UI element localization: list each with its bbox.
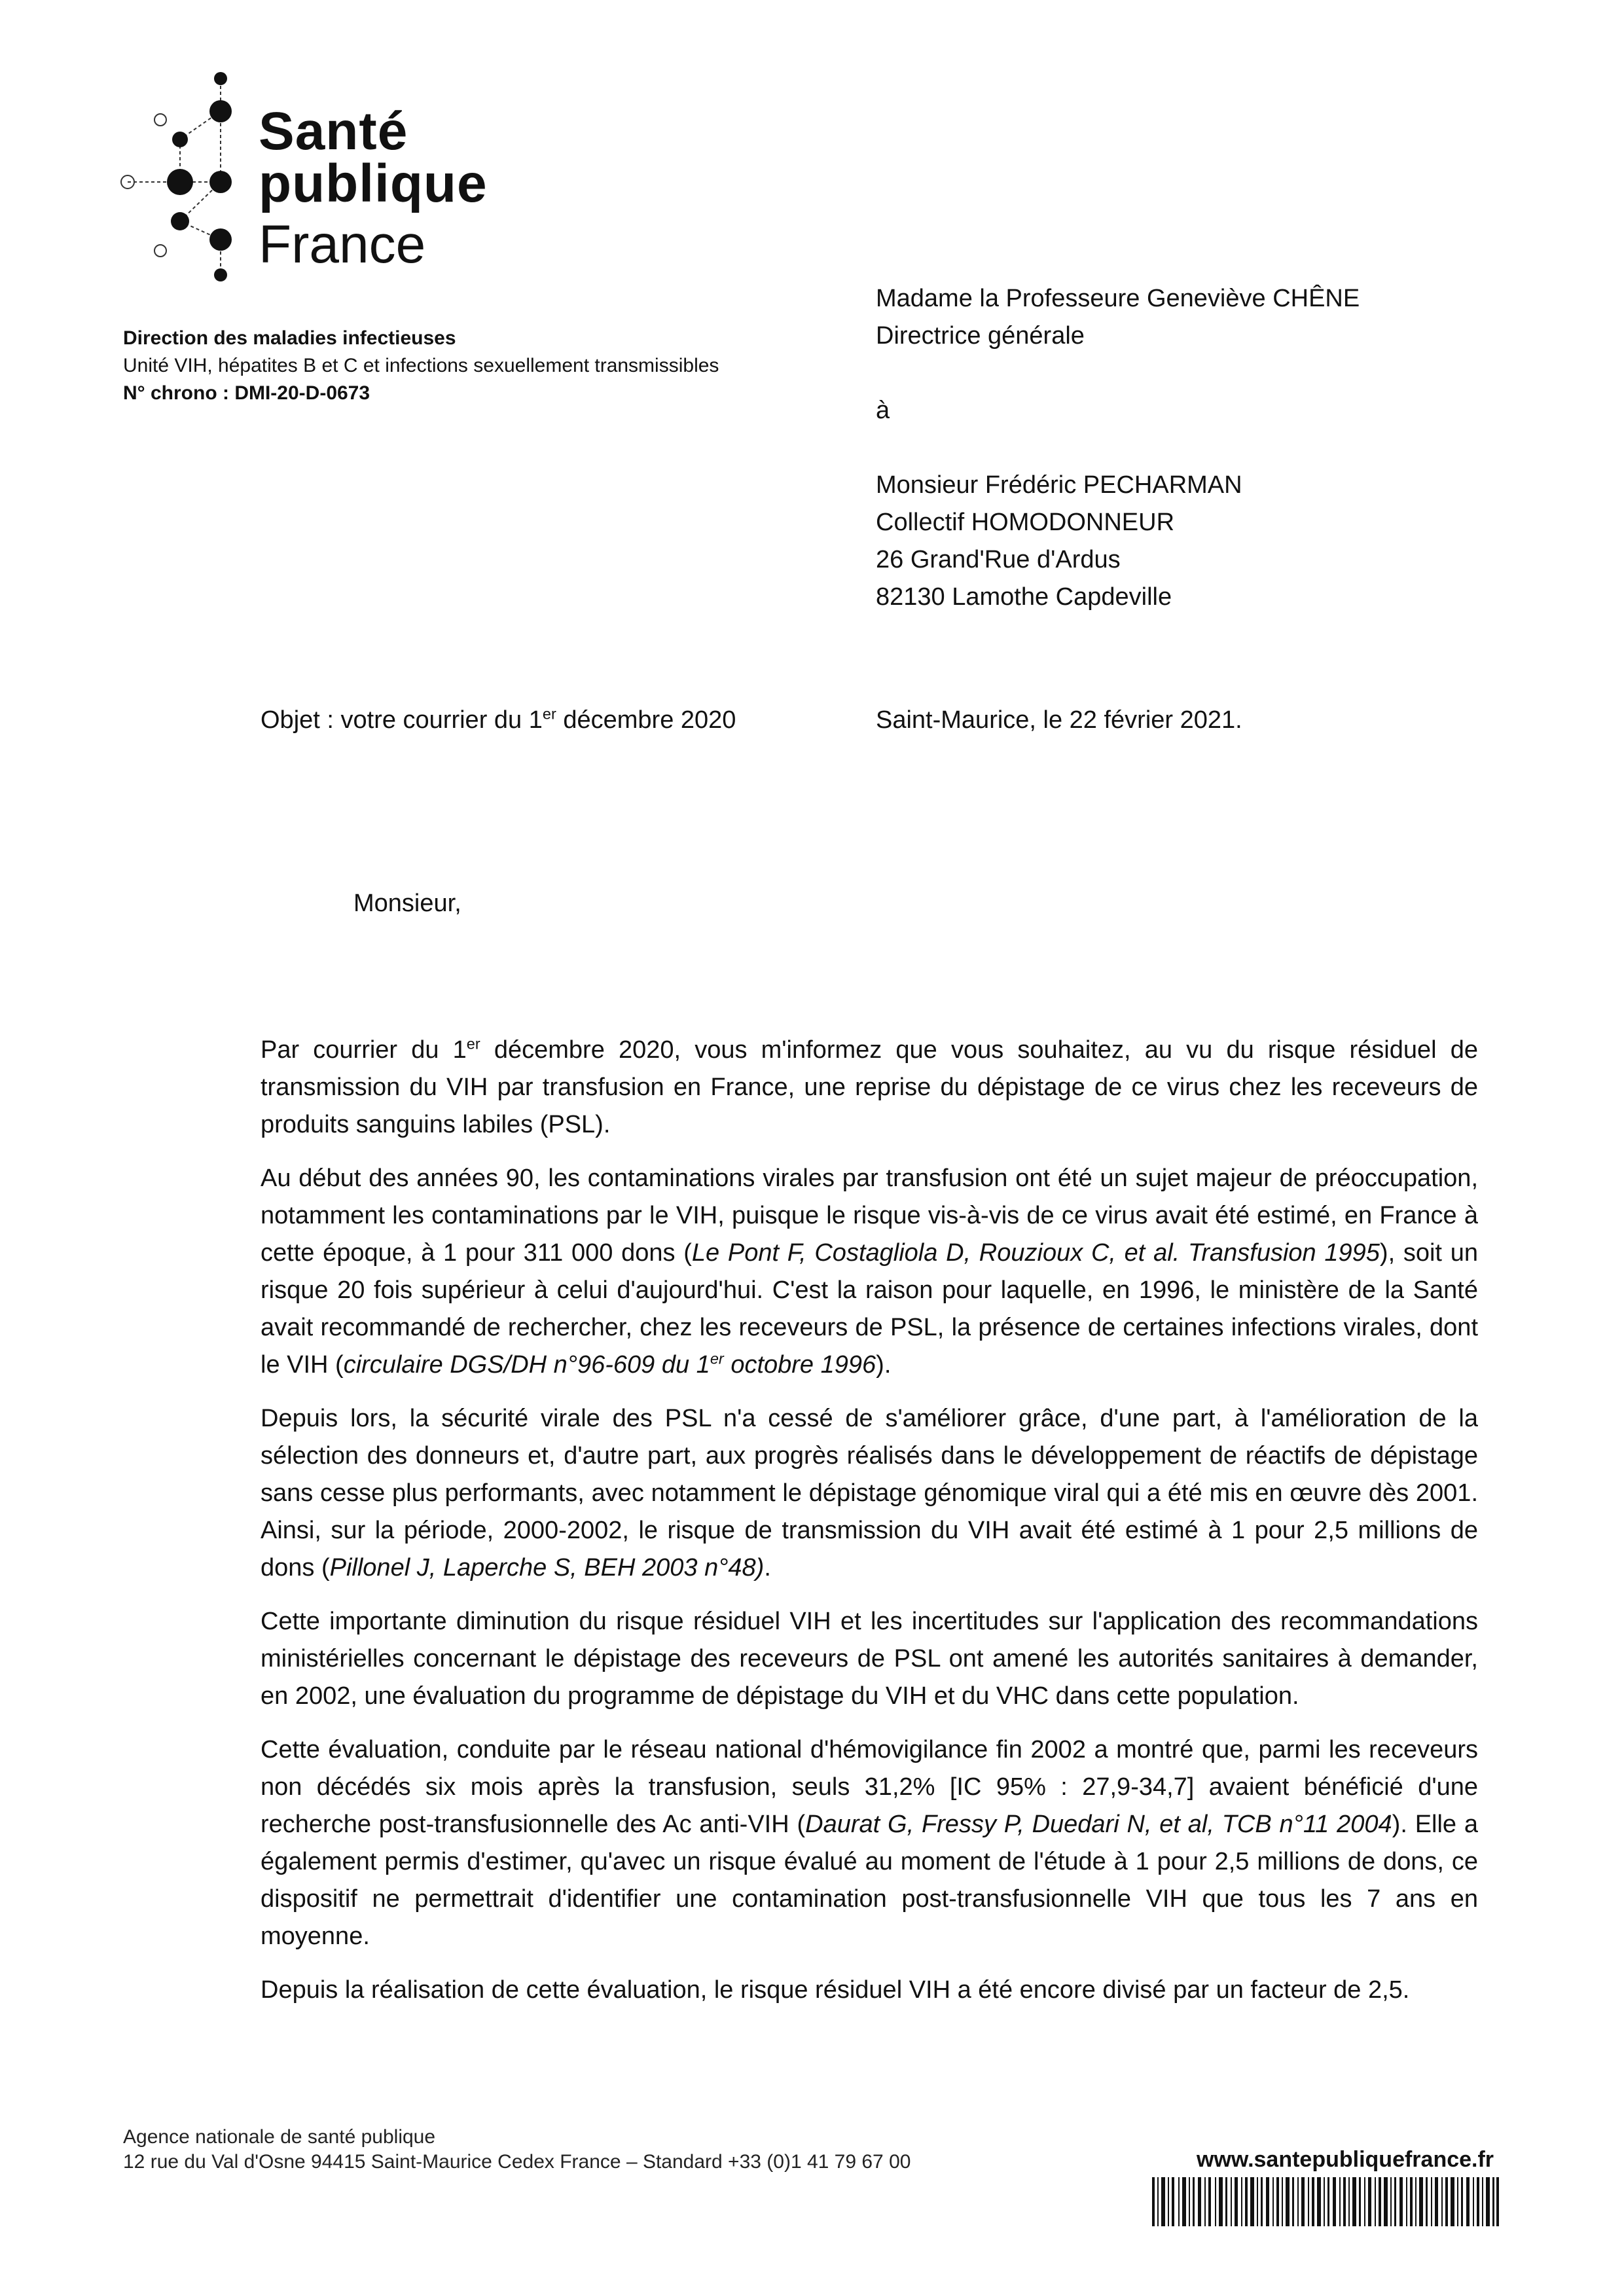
salutation: Monsieur, [353,890,461,917]
sender-direction: Direction des maladies infectieuses [123,327,456,349]
footer-address: 12 rue du Val d'Osne 94415 Saint-Maurice Cedex France – Standard +33 (0)1 41 79 67 00 [123,2151,911,2173]
subject-prefix: Objet : votre courrier du 1 [261,706,543,734]
paragraph-1 [261,1032,1478,1144]
address-block [876,280,1530,616]
p1-text-a: Par courrier du 1 [261,1036,467,1064]
paragraph-5 [261,1731,1478,1955]
recipient-name: Monsieur Frédéric PECHARMAN [876,471,1242,499]
barcode [1152,2177,1499,2226]
santepubliquefrance-logo [108,71,501,287]
p2-ref2-sup: er [710,1350,724,1367]
p2-text-b: ), soit un risque 20 fois supérieur à celui d'aujourd'hui. C'est la raison pour laquelle, en 1996, le ministère de la Santé avait recommandé de rechercher, chez les receveurs de PSL, la présence de certaines infections virales, dont le VIH ( [261,1239,1478,1379]
p5-reference: Daurat G, Fressy P, Duedari N, et al, TCB n°11 2004 [805,1811,1392,1838]
p1-text-b: décembre 2020, vous m'informez que vous souhaitez, au vu du risque résiduel de transmission du VIH par transfusion en France, une reprise du dépistage de ce virus chez les receveurs de produits sanguins labiles (PSL). [261,1036,1478,1138]
p2-ref2-text: circulaire DGS/DH n°96-609 du 1 [343,1351,710,1379]
p3-text-a: Depuis lors, la sécurité virale des PSL n'a cessé de s'améliorer grâce, d'une part, à l'amélioration de la sélection des donneurs et, d'autre part, aux progrès réalisés dans le développement de réactifs de dépistage sans cesse plus performants, avec notamment le dépistage génomique viral qui a été mis en œuvre dès 2001. Ainsi, sur la période, 2000-2002, le risque de transmission du VIH avait été estimé à 1 pour 2,5 millions de dons ( [261,1405,1478,1581]
paragraph-4: Cette importante diminution du risque résiduel VIH et les incertitudes sur l'application des recommandations ministérielles concernant le dépistage des receveurs de PSL ont amené les autorités sanitaires à demander, en 2002, une évaluation du programme de dépistage du VIH et du VHC dans cette population. [261,1608,1478,1710]
footer-website-link[interactable]: www.santepubliquefrance.fr [1197,2147,1494,2172]
from-name: Madame la Professeure Geneviève CHÊNE [876,285,1360,312]
p2-reference-2 [344,1351,876,1379]
logo-line-2: publique [259,154,488,213]
p2-ref2-end: octobre 1996 [723,1351,876,1379]
logo-line-1: Santé [259,101,408,161]
p2-text-c: ). [876,1351,892,1379]
barcode-icon [1152,2177,1499,2226]
recipient-city: 82130 Lamothe Capdeville [876,583,1172,611]
p3-text-b: . [764,1554,771,1581]
paragraph-3 [261,1400,1478,1587]
letter-body [261,1032,1478,2025]
recipient-street: 26 Grand'Rue d'Ardus [876,546,1121,573]
sender-chrono: N° chrono : DMI-20-D-0673 [123,382,370,404]
p3-reference: Pillonel J, Laperche S, BEH 2003 n°48) [329,1554,765,1581]
to-word: à [876,397,890,424]
paragraph-2 [261,1160,1478,1384]
recipient-org: Collectif HOMODONNEUR [876,509,1175,536]
from-title: Directrice générale [876,322,1085,350]
footer-agency: Agence nationale de santé publique [123,2126,436,2148]
molecule-logo-icon [108,71,265,287]
letter-date: Saint-Maurice, le 22 février 2021. [876,706,1242,734]
footer-organisation [123,2125,911,2175]
p2-reference-1: Le Pont F, Costagliola D, Rouzioux C, et al. Transfusion 1995 [691,1239,1380,1267]
p5-text-b: ). Elle a également permis d'estimer, qu'avec un risque évalué au moment de l'étude à 1 pour 2,5 millions de dons, ce dispositif ne permettrait d'identifier une contamination post-transfusionnelle VIH que tous les 7 ans en moyenne. [261,1811,1479,1950]
p1-sup: er [466,1035,480,1053]
subject-suffix: décembre 2020 [556,706,736,734]
logo-line-3: France [259,215,426,274]
p5-text-a: Cette évaluation, conduite par le réseau national d'hémovigilance fin 2002 a montré que, parmi les receveurs non décédés six mois après la transfusion, seuls 31,2% [IC 95% : 27,9-34,7] avaient bénéficié d'une recherche post-transfusionnelle des Ac anti-VIH ( [261,1736,1478,1838]
sender-block [123,325,843,407]
paragraph-6: Depuis la réalisation de cette évaluation, le risque résiduel VIH a été encore divisé par un facteur de 2,5. [261,1976,1410,2004]
subject-sup: er [542,705,556,723]
sender-unit: Unité VIH, hépatites B et C et infections sexuellement transmissibles [123,355,719,376]
subject-line [261,704,736,736]
p2-text-a: Au début des années 90, les contaminations virales par transfusion ont été un sujet majeur de préoccupation, notamment les contaminations par le VIH, puisque le risque vis-à-vis de ce virus avait été estimé, en France à cette époque, à 1 pour 311 000 dons ( [261,1165,1478,1267]
